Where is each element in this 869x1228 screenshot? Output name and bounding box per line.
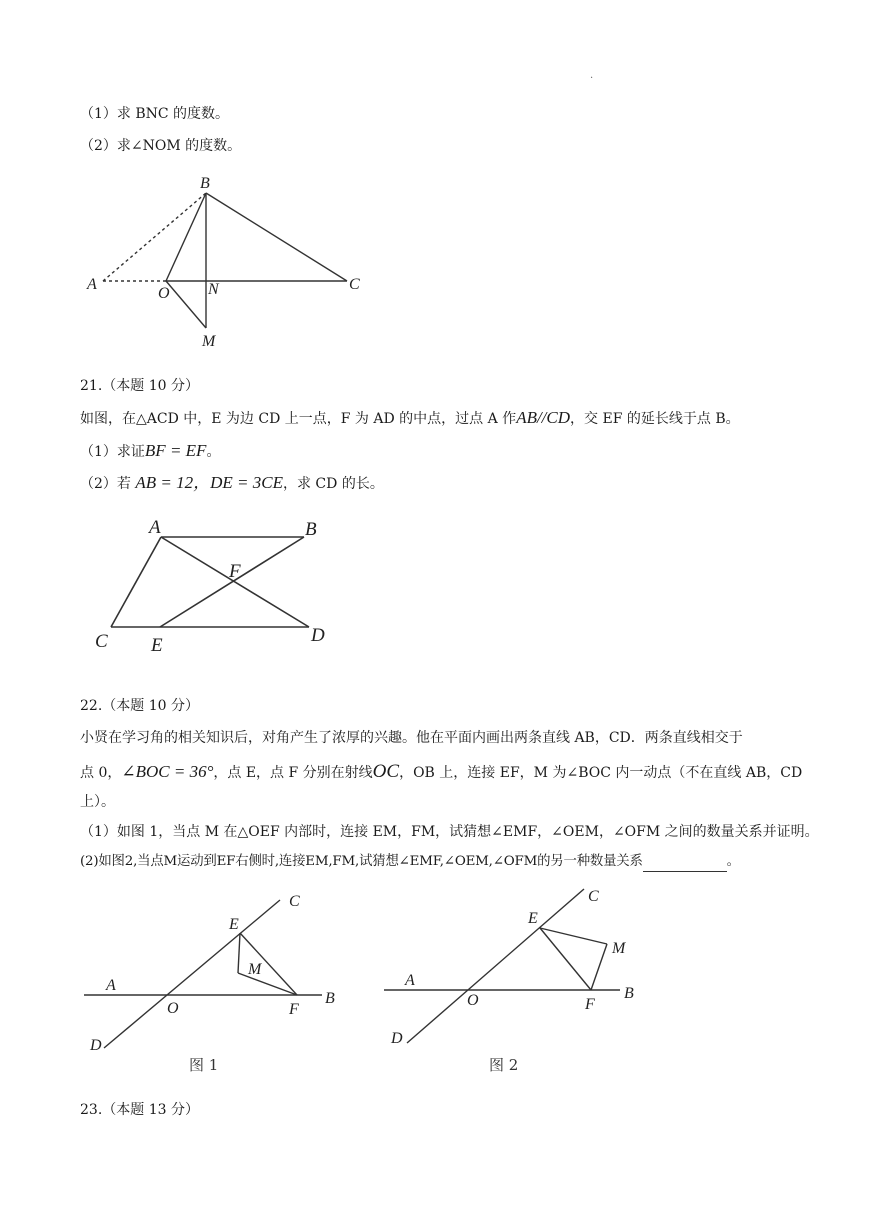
q23-title: 23.（本题 13 分） <box>80 1102 199 1118</box>
q20-part1: （1）求 BNC 的度数。 <box>80 106 230 122</box>
q20-label-C: C <box>349 276 360 293</box>
fig1-line-EM <box>238 933 240 973</box>
q20-label-A: A <box>87 276 97 293</box>
q21-stem-suffix: ，交 EF 的延长线于点 B。 <box>570 411 740 427</box>
q20-label-B: B <box>200 175 210 192</box>
fig2-label-E: E <box>528 910 538 927</box>
q22-math-oc: OC <box>372 761 400 782</box>
q22-part2-prefix: (2)如图2,当点M运动到EF右侧时,连接EM,FM,试猜想∠EMF,∠OEM,∠OFM的另一种数量关系 <box>80 854 643 869</box>
q20-label-N: N <box>208 281 219 298</box>
fig2-label-A: A <box>405 972 415 989</box>
q21-label-F: F <box>229 561 241 582</box>
fig2-label-M: M <box>612 940 626 957</box>
q21-part1-prefix: （1）求证 <box>80 444 145 460</box>
q21-label-A: A <box>149 517 161 538</box>
fig1-label-C: C <box>289 893 300 910</box>
q22-line2-prefix: 点 0， <box>80 765 122 781</box>
q21-part2-suffix: ，求 CD 的长。 <box>282 476 384 492</box>
fig1-label-O: O <box>167 1000 179 1017</box>
fig2-label-O: O <box>467 992 479 1009</box>
fig1-line-MF <box>238 973 297 995</box>
q20-label-M: M <box>202 333 216 350</box>
q22-part2-suffix: 。 <box>726 854 740 869</box>
q22-line2-mid: ，点 E，点 F 分别在射线 <box>213 765 373 781</box>
fig1-label-F: F <box>289 1001 299 1018</box>
q21-label-B: B <box>305 519 317 540</box>
q22-line1: 小贤在学习角的相关知识后，对角产生了浓厚的兴趣。他在平面内画出两条直线 AB，CD．两条直线相交于 <box>80 730 743 746</box>
fig2-line-EM <box>540 928 607 944</box>
q22-fig2 <box>384 889 620 1043</box>
fig2-label-F: F <box>585 996 595 1013</box>
fig1-caption: 图 1 <box>189 1056 219 1074</box>
q22-fig1 <box>84 900 322 1048</box>
header-dot: . <box>590 70 594 81</box>
q21-part2-math: AB = 12，DE = 3CE <box>135 473 283 492</box>
fig2-line-EF <box>540 928 591 990</box>
q22-line2-suffix: ，OB 上，连接 EF，M 为∠BOC 内一动点（不在直线 AB，CD <box>399 765 803 781</box>
fig2-caption: 图 2 <box>489 1056 519 1074</box>
fig2-label-B: B <box>624 985 634 1002</box>
q21-stem-math: AB//CD <box>516 408 571 427</box>
fig1-label-M: M <box>248 961 262 978</box>
q22-math-angle: ∠BOC = 36° <box>121 762 214 781</box>
q20-part2: （2）求∠NOM 的度数。 <box>80 138 242 154</box>
fig2-line-CD <box>407 889 584 1043</box>
q21-stem-prefix: 如图，在△ACD 中，E 为边 CD 上一点，F 为 AD 的中点，过点 A 作 <box>80 411 517 427</box>
q22-line3: 上）。 <box>80 794 115 810</box>
q22-part1: （1）如图 1，当点 M 在△OEF 内部时，连接 EM，FM，试猜想∠EMF，∠OEM，∠OFM 之间的数量关系并证明。 <box>80 824 819 840</box>
q21-title: 21.（本题 10 分） <box>80 378 199 394</box>
fig2-label-D: D <box>391 1030 403 1047</box>
fig2-label-C: C <box>588 888 599 905</box>
fig1-label-A: A <box>106 977 116 994</box>
fig1-label-D: D <box>90 1037 102 1054</box>
fig1-label-E: E <box>229 916 239 933</box>
q21-label-E: E <box>151 635 163 656</box>
fig2-line-MF <box>591 944 607 990</box>
q21-part2-prefix: （2）若 <box>80 476 131 492</box>
fig1-label-B: B <box>325 990 335 1007</box>
q21-label-D: D <box>311 625 325 646</box>
q21-part1-suffix: 。 <box>206 444 221 460</box>
q20-label-O: O <box>158 285 170 302</box>
q21-part1-math: BF = EF <box>144 441 207 460</box>
q21-label-C: C <box>95 631 108 652</box>
q22-title: 22.（本题 10 分） <box>80 698 199 714</box>
